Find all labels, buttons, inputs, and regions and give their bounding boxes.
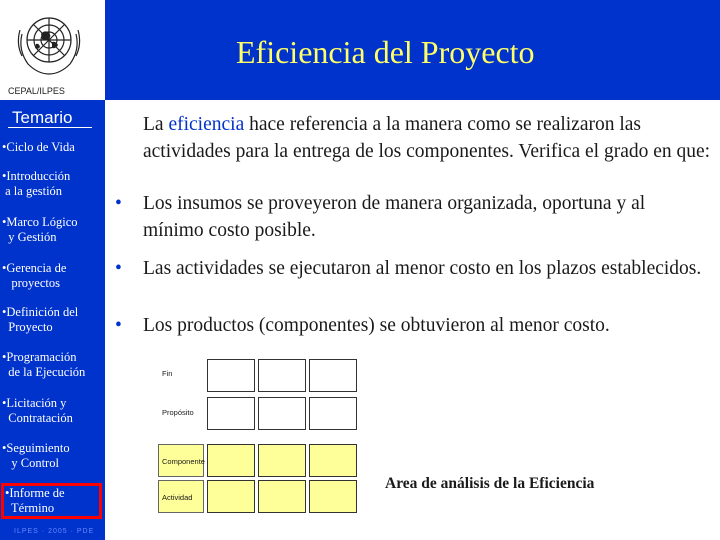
matrix-row-label-actividad — [158, 480, 204, 513]
matrix-row-label-fin — [158, 359, 204, 392]
sidebar-item-seguimiento[interactable]: •Seguimiento y Control — [2, 441, 70, 470]
bullet-icon: • — [115, 258, 122, 279]
matrix-cell — [309, 444, 357, 477]
sidebar-item-informe-de-termino[interactable]: •Informe de Término — [1, 483, 102, 519]
matrix-cell — [258, 480, 306, 513]
sidebar-item-introduccion[interactable]: •Introducción a la gestión — [2, 169, 71, 198]
intro-text-start: La — [143, 114, 169, 135]
matrix-cell — [309, 397, 357, 430]
page-title: Eficiencia del Proyecto — [236, 34, 535, 70]
matrix-cell — [207, 444, 255, 477]
matrix-cell — [309, 359, 357, 392]
bullet-text: Los insumos se proveyeron de manera organizada, oportuna y al mínimo costo posible. — [143, 193, 646, 241]
sidebar-item-ciclo-de-vida[interactable]: •Ciclo de Vida — [2, 140, 75, 154]
bullet-text: Los productos (componentes) se obtuvieron al menor costo. — [143, 315, 610, 336]
un-emblem-icon — [8, 4, 90, 80]
sidebar-heading: Temario — [12, 108, 73, 127]
matrix-row-label-componente — [158, 444, 204, 477]
sidebar-item-licitacion[interactable]: •Licitación y Contratación — [2, 396, 73, 425]
matrix-cell — [207, 397, 255, 430]
sidebar-divider — [8, 127, 92, 128]
matrix-row-label-text: Fin — [162, 369, 173, 378]
matrix-cell — [258, 397, 306, 430]
bullet-icon: • — [115, 193, 122, 214]
sidebar-item-marco-logico[interactable]: •Marco Lógico y Gestión — [2, 215, 78, 244]
sidebar-item-definicion[interactable]: •Definición del Proyecto — [2, 305, 79, 334]
matrix-row-label-text: Actividad — [162, 493, 193, 502]
sidebar-item-gerencia[interactable]: •Gerencia de proyectos — [2, 261, 67, 290]
logo-area — [0, 0, 105, 100]
header-band — [0, 0, 720, 100]
matrix-row-label-text: Propósito — [162, 408, 194, 417]
matrix-cell — [258, 444, 306, 477]
matrix-cell — [258, 359, 306, 392]
matrix-row-label-proposito — [158, 397, 204, 430]
matrix-cell — [207, 359, 255, 392]
matrix-cell — [309, 480, 357, 513]
intro-text-end: hace referencia a la manera como se realizaron las actividades para la entrega de los componentes. Verifica el grado en que: — [143, 114, 711, 162]
intro-paragraph — [143, 112, 713, 165]
logo-caption: CEPAL/ILPES — [8, 86, 65, 96]
matrix-caption: Area de análisis de la Eficiencia — [385, 475, 595, 492]
bullet-icon: • — [115, 315, 122, 336]
intro-keyword: eficiencia — [168, 114, 245, 135]
sidebar-item-programacion[interactable]: •Programación de la Ejecución — [2, 350, 86, 379]
sidebar-footer: ILPES · 2005 · PDE — [14, 528, 95, 535]
matrix-cell — [207, 480, 255, 513]
bullet-text: Las actividades se ejecutaron al menor costo en los plazos establecidos. — [143, 258, 702, 279]
sidebar — [0, 100, 105, 540]
matrix-row-label-text: Componente — [162, 457, 205, 466]
